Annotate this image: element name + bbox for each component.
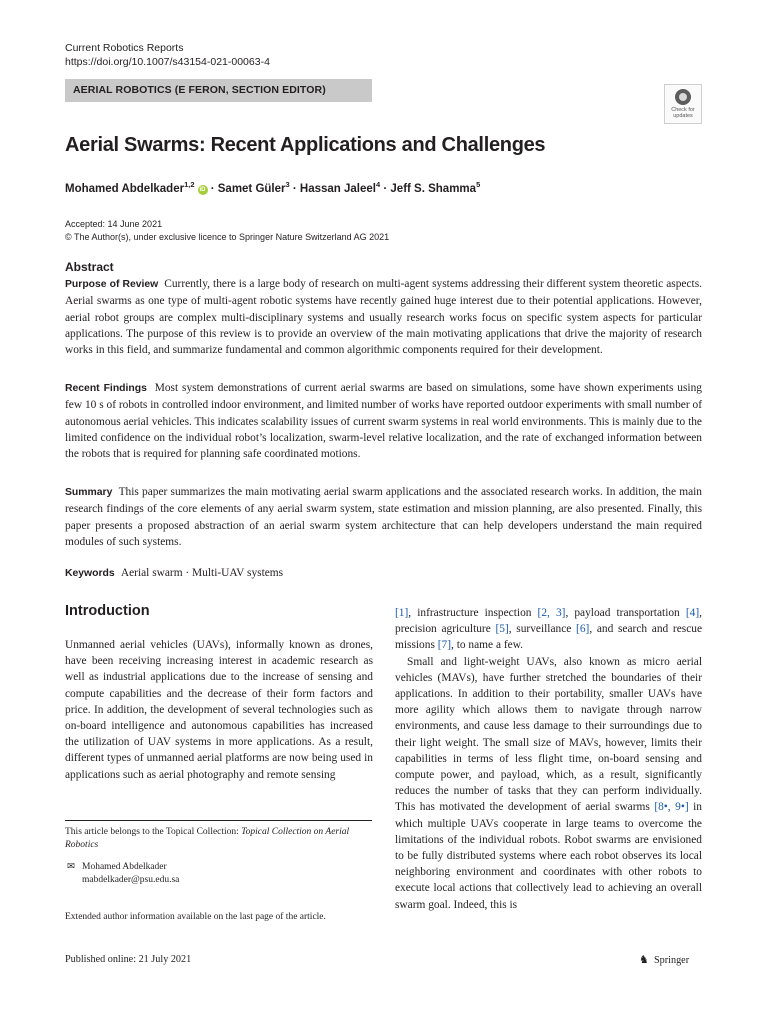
citation-link[interactable]: [1] bbox=[395, 607, 409, 619]
body-text: , precision agriculture bbox=[395, 607, 702, 636]
corresponding-author bbox=[82, 861, 179, 887]
article-title: Aerial Swarms: Recent Applications and Challenges bbox=[65, 134, 546, 156]
author-name[interactable]: Samet Güler bbox=[217, 182, 286, 195]
body-text: , infrastructure inspection bbox=[408, 607, 538, 619]
accepted-date: Accepted: 14 June 2021 bbox=[65, 219, 163, 229]
introduction-heading: Introduction bbox=[65, 603, 150, 619]
author-name[interactable]: Hassan Jaleel bbox=[299, 182, 376, 195]
keywords-label: Keywords bbox=[65, 568, 115, 579]
citation-link[interactable]: [5] bbox=[495, 623, 509, 636]
author-name[interactable]: Jeff S. Shamma bbox=[390, 182, 477, 195]
keywords bbox=[65, 567, 283, 579]
body-text: , surveillance bbox=[508, 623, 577, 636]
extended-author-info: Extended author information available on the last page of the article. bbox=[65, 912, 326, 922]
author-affiliation: 1,2 bbox=[184, 180, 195, 189]
envelope-icon: ✉ bbox=[67, 862, 75, 872]
summary-text: This paper summarizes the main motivating aerial swarm applications and the associated research works. In addition, the main research findings of the core elements of any aerial swarm system, state estimation and mission planning, are also presented. Finally, this paper presents a proposed abstraction of an aerial swarm system architecture that can help developers understand the main required modules of such systems. bbox=[65, 486, 702, 548]
abstract-summary bbox=[65, 484, 702, 550]
author-separator: · bbox=[207, 182, 218, 195]
author-list bbox=[65, 180, 480, 195]
author-separator: · bbox=[380, 182, 391, 195]
body-text: , and search and rescue missions bbox=[395, 623, 702, 652]
springer-horse-icon: ♞ bbox=[639, 954, 649, 966]
citation-link[interactable]: [7] bbox=[437, 639, 452, 652]
author-affiliation: 4 bbox=[376, 180, 381, 189]
footnote-divider bbox=[65, 820, 372, 821]
right-column bbox=[395, 605, 702, 913]
body-text: , to name a few. bbox=[451, 639, 524, 652]
abstract-heading: Abstract bbox=[65, 260, 114, 274]
author-separator: · bbox=[289, 182, 300, 195]
body-text: Small and light-weight UAVs, also known as micro aerial vehicles (MAVs), have further stretched the boundaries of their applications. In addition to their portability, smaller UAVs have more agility which allows them to navigate through narrow environments, and cause less damage to their surroundings due to their light weight. The small size of MAVs, however, limits their capabilities in terms of less flight time, on-board sensing and compute power, and payload, which, as a result, significantly reduces the number of tasks that they can perform individually. This has motivated the development of aerial swarms bbox=[395, 655, 702, 814]
abstract-purpose bbox=[65, 276, 702, 358]
keywords-text: Aerial swarm · Multi-UAV systems bbox=[120, 567, 284, 579]
topical-collection-name: Topical Collection on Aerial Robotics bbox=[65, 827, 350, 850]
findings-label: Recent Findings bbox=[65, 383, 147, 394]
section-label: AERIAL ROBOTICS (E FERON, SECTION EDITOR) bbox=[73, 84, 326, 96]
intro-paragraph bbox=[395, 654, 702, 913]
crossmark-label: Check for updates bbox=[671, 107, 695, 119]
citation-link[interactable]: [8•, 9•] bbox=[654, 801, 689, 814]
purpose-label: Purpose of Review bbox=[65, 279, 159, 290]
contact-email[interactable]: mabdelkader@psu.edu.sa bbox=[82, 875, 180, 885]
copyright-notice: © The Author(s), under exclusive licence to Springer Nature Switzerland AG 2021 bbox=[65, 232, 390, 242]
author-name[interactable]: Mohamed Abdelkader bbox=[65, 182, 185, 195]
doi-link[interactable]: https://doi.org/10.1007/s43154-021-00063-4 bbox=[65, 56, 270, 68]
citation-link[interactable]: [6] bbox=[576, 623, 590, 636]
topical-prefix: This article belongs to the Topical Collection: bbox=[65, 827, 242, 837]
body-text: in which multiple UAVs cooperate in large teams to overcome the limitations of the individual robots. Robot swarms are envisioned to be fully distributed systems where each robot observes its local neighboring environment and coordinates with other robots to execute local actions that collectively lead to achieving an overall swarm goal. Indeed, this is bbox=[395, 801, 702, 911]
journal-name: Current Robotics Reports bbox=[65, 42, 184, 54]
publisher-logo bbox=[639, 953, 689, 966]
topical-collection-note bbox=[65, 826, 372, 852]
check-for-updates-badge[interactable] bbox=[664, 84, 702, 124]
crossmark-icon bbox=[675, 89, 691, 105]
summary-label: Summary bbox=[65, 487, 113, 498]
intro-paragraph: Unmanned aerial vehicles (UAVs), informally known as drones, have been receiving increasing interest in academic research as well as industrial applications due to the increase of sensing and compute capabilities and the decrease of their form factors and price. In addition, the development of several technologies such as on-board intelligence and autonomous capabilities has increased the utilization of UAV systems in more applications. As a result, different types of unmanned aerial platforms are now being used in applications such as aerial photography and remote sensing bbox=[65, 639, 373, 781]
citation-link[interactable]: [2, 3] bbox=[537, 607, 566, 619]
published-date: Published online: 21 July 2021 bbox=[65, 954, 192, 965]
section-banner bbox=[65, 79, 372, 102]
article-dates bbox=[65, 218, 389, 244]
citation-link[interactable]: [4] bbox=[685, 607, 700, 619]
purpose-text: Currently, there is a large body of research on multi-agent systems addressing their different system theoretic aspects. Aerial swarms as one type of multi-agent robotic systems have recently gained huge interest due to their potential applications. However, aerial robot groups are complex multi-disciplinary systems and usually research works focus on specific system aspects for particular applications. The purpose of this review is to provide an overview of the main motivating applications that drive the majority of research works in this field, and summarize fundamental and common algorithmic components required for their development. bbox=[65, 278, 702, 357]
publisher-name: Springer bbox=[654, 955, 690, 966]
author-affiliation: 3 bbox=[285, 180, 290, 189]
contact-name: Mohamed Abdelkader bbox=[82, 862, 167, 872]
findings-text: Most system demonstrations of current aerial swarms are based on simulations, some have shown experiments using few 10 s of robots in controlled indoor environment, and limited number of works have reported outdoor experiments with small number of autonomous aerial vehicles. This indicates scalability issues of current swarm systems in real world environments. This is mainly due to the limited confidence on the individual robot’s localization, swarm-level relative localization, and the rate of exchanged information between the robots that is required for planning safe coordinated motions. bbox=[65, 382, 702, 461]
intro-paragraph-continued bbox=[395, 605, 702, 654]
author-affiliation: 5 bbox=[476, 180, 481, 189]
abstract-findings bbox=[65, 380, 702, 462]
journal-header bbox=[65, 41, 270, 69]
orcid-icon[interactable]: iD bbox=[199, 186, 206, 193]
left-column bbox=[65, 637, 373, 783]
body-text: , payload transportation bbox=[565, 607, 686, 619]
